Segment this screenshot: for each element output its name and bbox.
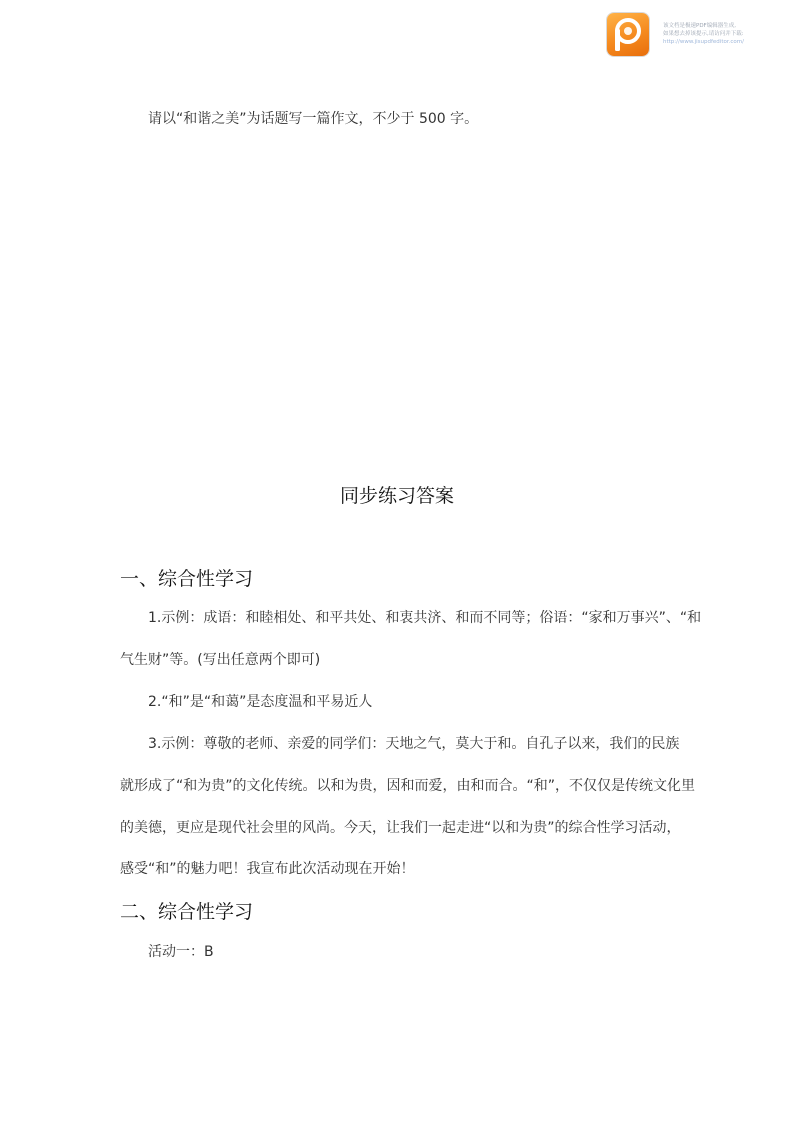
item-3-line-1: 3.示例：尊敬的老师、亲爱的同学们：天地之气，莫大于和。自孔子以来，我们的民族: [148, 736, 680, 752]
item-1-line-1: 1.示例：成语：和睦相处、和平共处、和衷共济、和而不同等；俗语：“家和万事兴”、“和: [148, 610, 702, 626]
section-2-heading: 二、综合性学习: [120, 901, 254, 923]
activity-1-answer: 活动一：B: [148, 944, 214, 960]
answer-title: 同步练习答案: [339, 485, 454, 507]
item-3-line-4: 感受“和”的魅力吧！我宣布此次活动现在开始！: [120, 861, 415, 877]
item-1-line-2: 气生财”等。(写出任意两个即可): [120, 652, 321, 668]
watermark-link[interactable]: http://www.jisupdfeditor.com/: [663, 39, 744, 45]
watermark-notice: [663, 22, 788, 46]
item-3-line-3: 的美德，更应是现代社会里的风尚。今天，让我们一起走进“以和为贵”的综合性学习活动，: [120, 820, 681, 836]
item-2: 2.“和”是“和蔼”是态度温和平易近人: [148, 694, 373, 710]
essay-prompt: 请以“和谐之美”为话题写一篇作文，不少于 500 字。: [148, 111, 479, 127]
watermark-line-2: 如果想去掉该提示,请访问并下载:: [663, 31, 744, 37]
watermark-line-1: 该文档是极速PDF编辑器生成,: [663, 23, 736, 29]
pdf-editor-logo-icon: [607, 13, 649, 56]
item-3-line-2: 就形成了“和为贵”的文化传统。以和为贵，因和而爱，由和而合。“和”，不仅仅是传统文化里: [120, 778, 696, 794]
section-1-heading: 一、综合性学习: [120, 568, 254, 590]
